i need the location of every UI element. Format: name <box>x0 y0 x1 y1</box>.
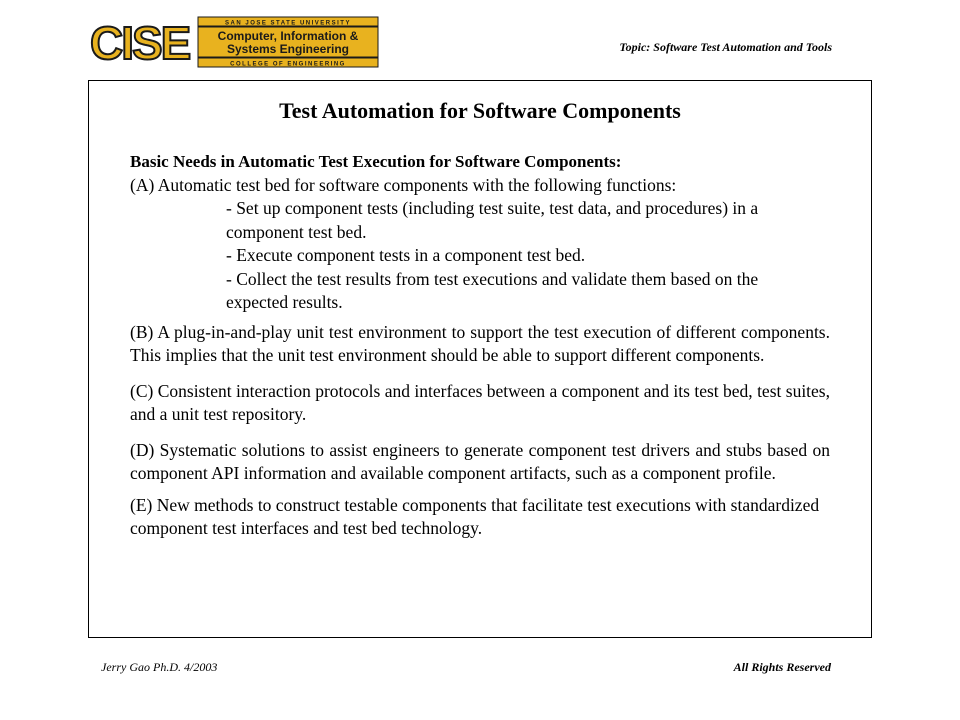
item-c: (C) Consistent interaction protocols and interfaces between a component and its test bed, test suites, and a unit test repository. <box>130 380 830 424</box>
logo-acronym: CISE <box>90 17 190 69</box>
slide-body <box>130 150 830 541</box>
item-a-bullet: - Collect the test results from test executions and validate them based on the expected results. <box>226 268 759 312</box>
logo-university: SAN JOSE STATE UNIVERSITY <box>225 20 351 27</box>
slide-title: Test Automation for Software Components <box>279 98 681 123</box>
cise-logo <box>88 14 388 70</box>
logo-department-line2: Systems Engineering <box>226 42 350 56</box>
section-heading: Basic Needs in Automatic Test Execution for Software Components: <box>130 152 622 171</box>
item-e: (E) New methods to construct testable components that facilitate test executions with standardized component test interfaces and test bed technology. <box>130 494 820 538</box>
logo-department-line1: Computer, Information & <box>217 29 359 43</box>
item-d: (D) Systematic solutions to assist engineers to generate component test drivers and stubs based on component API information and available component artifacts, such as a component profile. <box>130 439 830 483</box>
item-a-bullet: - Set up component tests (including test suite, test data, and procedures) in a component test bed. <box>226 198 759 242</box>
footer-rights: All Rights Reserved <box>733 660 831 674</box>
footer-author: Jerry Gao Ph.D. 4/2003 <box>101 660 218 674</box>
logo-college: COLLEGE OF ENGINEERING <box>230 61 346 68</box>
item-b: (B) A plug-in-and-play unit test environment to support the test execution of different components. This implies that the unit test environment should be able to support different components. <box>130 321 830 365</box>
topic-label: Topic: Software Test Automation and Tools <box>619 40 832 54</box>
item-a-intro: (A) Automatic test bed for software components with the following functions: <box>130 174 677 195</box>
item-a-bullet: - Execute component tests in a component test bed. <box>226 245 586 265</box>
cise-logo-graphic <box>88 14 388 70</box>
